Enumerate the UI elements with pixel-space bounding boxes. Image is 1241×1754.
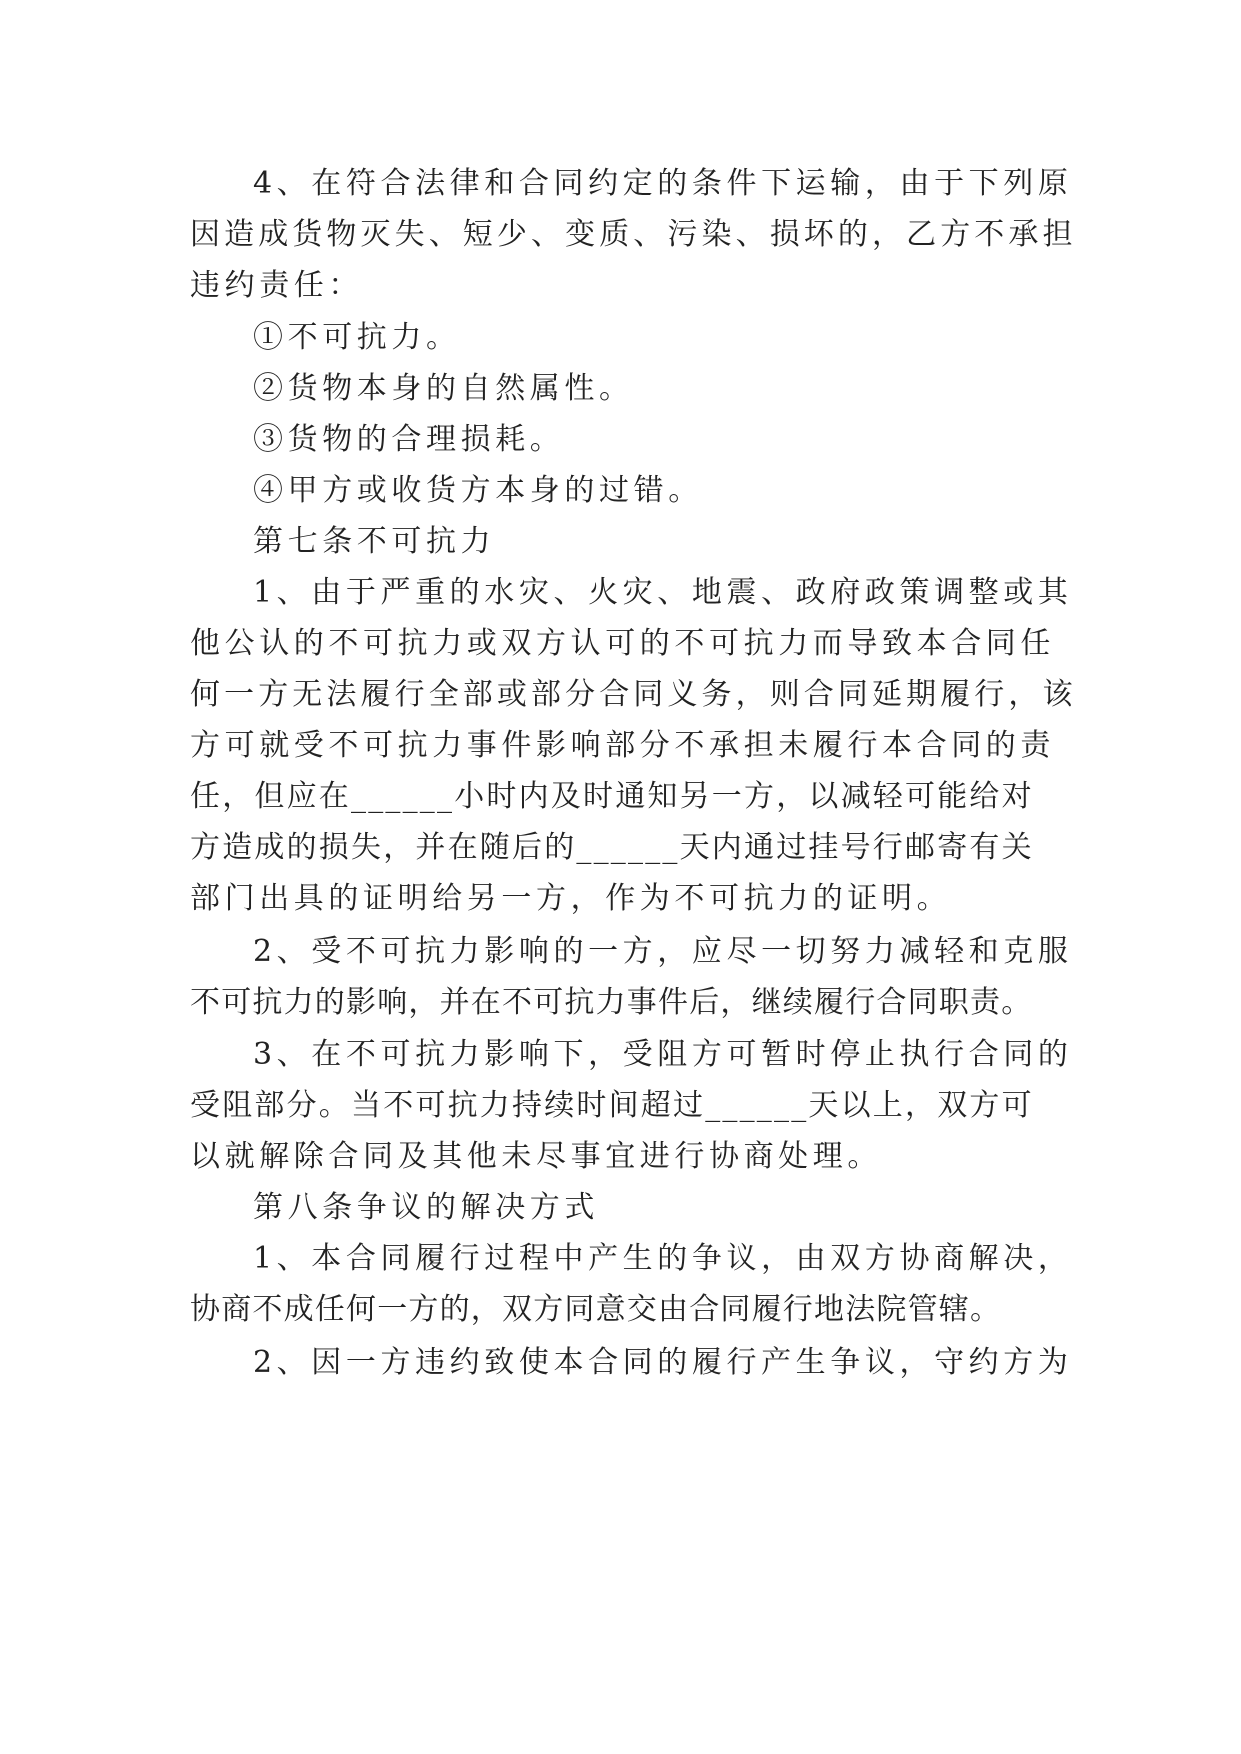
item-4-text: ④甲方或收货方本身的过错。 [253, 473, 703, 508]
item-2-text: ②货物本身的自然属性。 [253, 371, 634, 406]
clause-6-4-line-1: 4、在符合法律和合同约定的条件下运输，由于下列原 [253, 166, 1073, 201]
clause-8-1-line-2: 协商不成任何一方的，双方同意交由合同履行地法院管辖。 [190, 1292, 1002, 1327]
clause-7-1-line-4: 方可就受不可抗力事件影响部分不承担未履行本合同的责 [190, 728, 1055, 763]
article-8-heading: 第八条争议的解决方式 [253, 1190, 599, 1225]
article-7-heading: 第七条不可抗力 [253, 524, 496, 559]
clause-7-3-line-3: 以就解除合同及其他未尽事宜进行协商处理。 [190, 1139, 882, 1174]
clause-7-1-line-6: 方造成的损失，并在随后的______天内通过挂号行邮寄有关 [190, 830, 1034, 865]
item-3-text: ③货物的合理损耗。 [253, 422, 565, 457]
clause-7-1-line-5: 任，但应在______小时内及时通知另一方，以减轻可能给对 [190, 779, 1034, 814]
clause-6-4-line-3: 违约责任： [190, 268, 363, 303]
clause-7-1-line-3: 何一方无法履行全部或部分合同义务，则合同延期履行，该 [190, 677, 1077, 712]
clause-7-1-line-1: 1、由于严重的水灾、火灾、地震、政府政策调整或其 [253, 575, 1073, 610]
clause-7-3-line-1: 3、在不可抗力影响下，受阻方可暂时停止执行合同的 [253, 1037, 1073, 1072]
clause-7-1-line-7: 部门出具的证明给另一方，作为不可抗力的证明。 [190, 881, 952, 916]
clause-8-2-line-1: 2、因一方违约致使本合同的履行产生争议，守约方为 [253, 1345, 1073, 1380]
clause-6-4-line-2: 因造成货物灭失、短少、变质、污染、损坏的，乙方不承担 [190, 217, 1077, 252]
clause-7-1-line-2: 他公认的不可抗力或双方认可的不可抗力而导致本合同任 [190, 626, 1055, 661]
clause-7-3-line-2: 受阻部分。当不可抗力持续时间超过______天以上，双方可 [190, 1088, 1034, 1123]
item-1-text: ①不可抗力。 [253, 320, 461, 355]
clause-8-1-line-1: 1、本合同履行过程中产生的争议，由双方协商解决， [253, 1241, 1073, 1276]
clause-7-2-line-2: 不可抗力的影响，并在不可抗力事件后，继续履行合同职责。 [190, 985, 1033, 1020]
clause-7-2-line-1: 2、受不可抗力影响的一方，应尽一切努力减轻和克服 [253, 934, 1073, 969]
